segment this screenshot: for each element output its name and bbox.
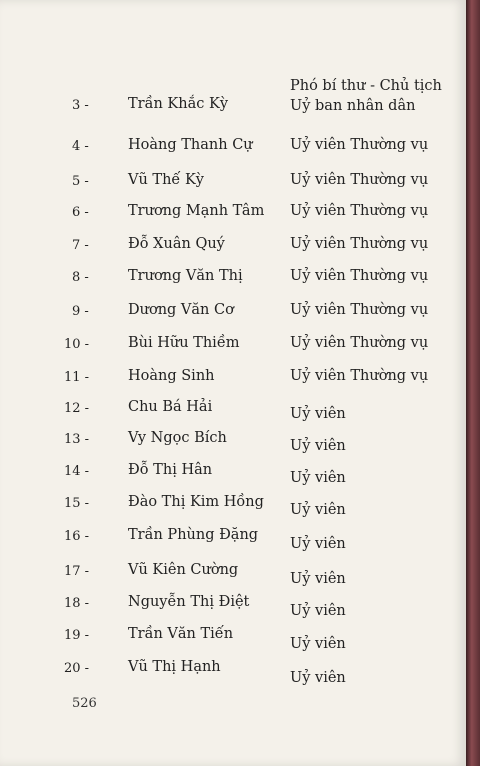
- member-name: Trương Mạnh Tâm: [128, 203, 265, 219]
- page-number: 526: [72, 696, 97, 711]
- list-item: [0, 236, 466, 272]
- list-item: [0, 430, 466, 466]
- member-role: Uỷ viên: [290, 502, 346, 518]
- member-name: Vũ Thị Hạnh: [128, 659, 221, 675]
- member-name: Bùi Hữu Thiềm: [128, 335, 240, 351]
- item-number: 14 -: [64, 464, 90, 479]
- member-role: Uỷ viên: [290, 670, 346, 686]
- item-number: 7 -: [72, 238, 89, 253]
- list-item: [0, 302, 466, 338]
- list-item: [0, 594, 466, 630]
- item-number: 19 -: [64, 628, 90, 643]
- member-name: Đào Thị Kim Hồng: [128, 494, 264, 510]
- item-number: 8 -: [72, 270, 89, 285]
- member-name: Trần Văn Tiến: [128, 626, 234, 642]
- list-item: [0, 462, 466, 498]
- list-item: [0, 562, 466, 598]
- member-role: Uỷ viên Thường vụ: [290, 137, 429, 153]
- list-item: [0, 527, 466, 563]
- item-number: 3 -: [72, 98, 89, 113]
- list-item: [0, 76, 466, 112]
- item-number: 17 -: [64, 564, 90, 579]
- item-number: 10 -: [64, 337, 90, 352]
- member-role: Uỷ viên Thường vụ: [290, 302, 429, 318]
- member-name: Nguyễn Thị Điệt: [128, 594, 250, 610]
- member-name: Trần Phùng Đặng: [128, 527, 259, 543]
- member-name: Vũ Thế Kỳ: [128, 172, 204, 188]
- member-name: Hoàng Thanh Cự: [128, 137, 253, 153]
- list-item: [0, 335, 466, 371]
- book-edge: [466, 0, 480, 766]
- item-number: 4 -: [72, 139, 89, 154]
- member-name: Đỗ Thị Hân: [128, 462, 213, 478]
- member-name: Đỗ Xuân Quý: [128, 236, 225, 252]
- list-item: [0, 137, 466, 173]
- item-number: 5 -: [72, 174, 89, 189]
- member-role-line1: Phó bí thư - Chủ tịch: [290, 78, 442, 94]
- item-number: 11 -: [64, 370, 90, 385]
- member-name: Trần Khắc Kỳ: [128, 96, 229, 112]
- member-role: Uỷ viên: [290, 603, 346, 619]
- item-number: 18 -: [64, 596, 90, 611]
- member-name: Chu Bá Hải: [128, 399, 213, 415]
- member-name: Vũ Kiên Cường: [128, 562, 239, 578]
- member-role-line2: Uỷ ban nhân dân: [290, 98, 416, 114]
- item-number: 6 -: [72, 205, 89, 220]
- member-role: Uỷ viên: [290, 406, 346, 422]
- member-name: Dương Văn Cơ: [128, 302, 234, 318]
- item-number: 12 -: [64, 401, 90, 416]
- list-item: [0, 659, 466, 695]
- member-name: Hoàng Sinh: [128, 368, 215, 384]
- member-role: Uỷ viên: [290, 536, 346, 552]
- item-number: 20 -: [64, 661, 90, 676]
- list-item: [0, 494, 466, 530]
- item-number: 15 -: [64, 496, 90, 511]
- member-role: Uỷ viên: [290, 571, 346, 587]
- member-role: Uỷ viên: [290, 470, 346, 486]
- member-role: Uỷ viên Thường vụ: [290, 335, 429, 351]
- item-number: 16 -: [64, 529, 90, 544]
- member-name: Vy Ngọc Bích: [128, 430, 227, 446]
- member-role: Uỷ viên Thường vụ: [290, 203, 429, 219]
- list-item: [0, 203, 466, 239]
- member-role: Uỷ viên: [290, 636, 346, 652]
- item-number: 9 -: [72, 304, 89, 319]
- member-role: Uỷ viên Thường vụ: [290, 268, 429, 284]
- member-role: Uỷ viên Thường vụ: [290, 172, 429, 188]
- member-name: Trương Văn Thị: [128, 268, 243, 284]
- list-item: [0, 268, 466, 304]
- member-role: [290, 76, 442, 116]
- member-role: Uỷ viên Thường vụ: [290, 236, 429, 252]
- member-role: Uỷ viên Thường vụ: [290, 368, 429, 384]
- list-item: [0, 626, 466, 662]
- item-number: 13 -: [64, 432, 90, 447]
- member-role: Uỷ viên: [290, 438, 346, 454]
